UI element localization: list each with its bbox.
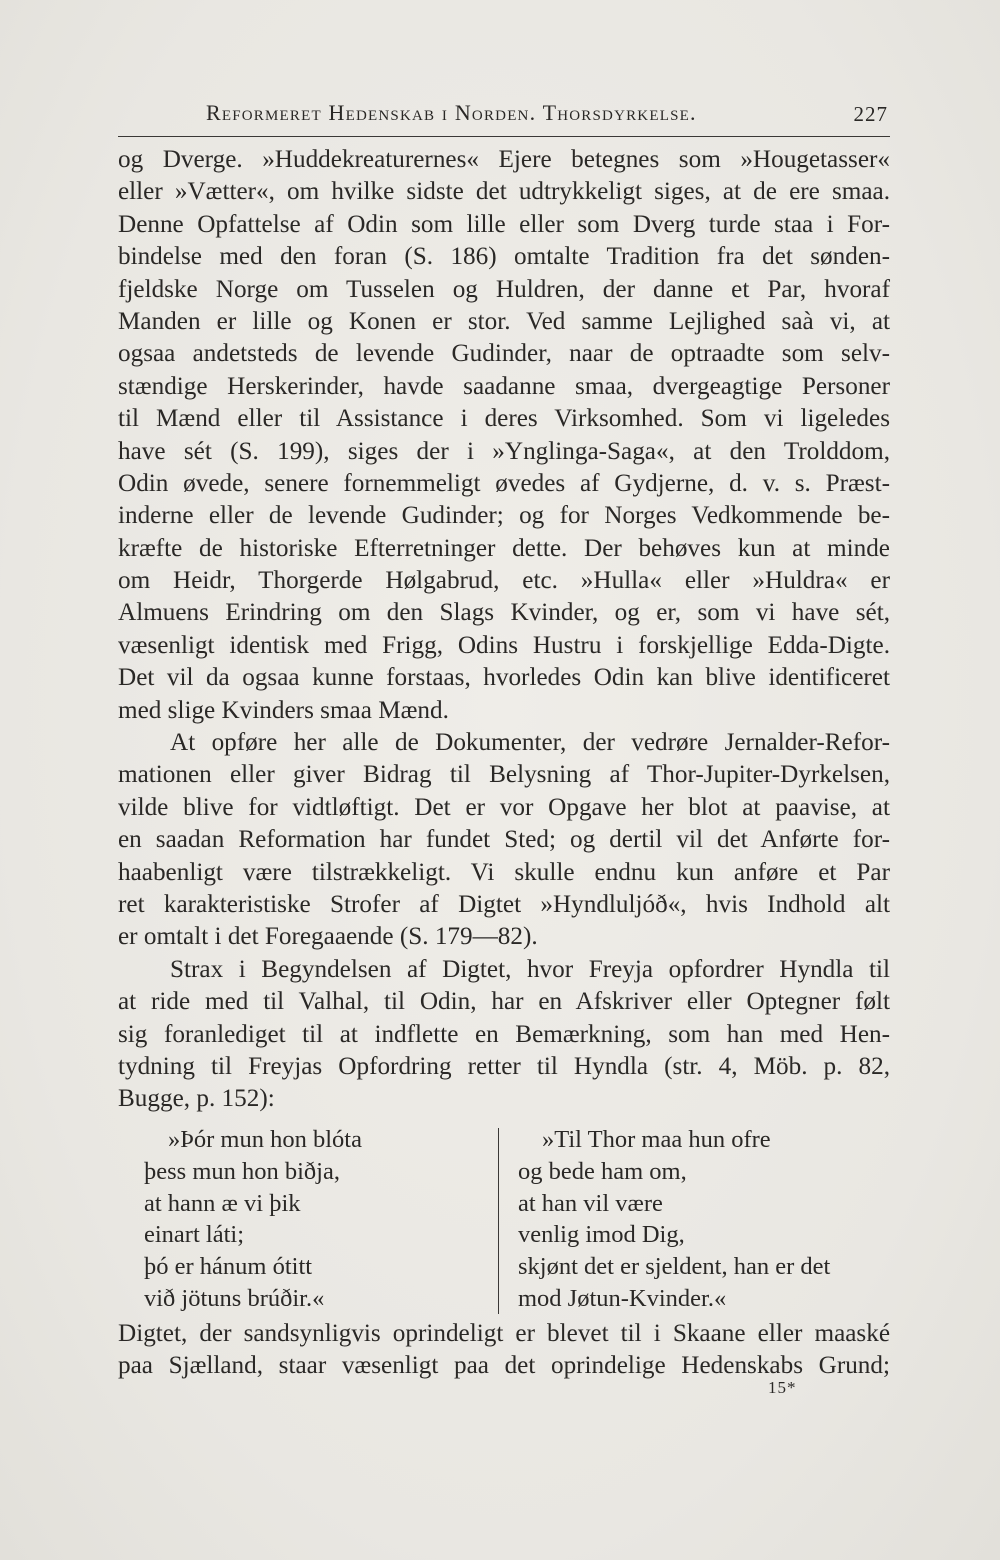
text-line: ogsaa andetsteds de levende Gudinder, naar de optraadte som selv- (118, 340, 890, 368)
signature-mark: 15* (768, 1378, 797, 1397)
text-line: tydning til Freyjas Opfordring retter til Hyndla (str. 4, Möb. p. 82, (118, 1052, 890, 1080)
text-line: Denne Opfattelse af Odin som lille eller som Dverg turde staa i For- (118, 210, 890, 238)
text-line: have sét (S. 199), siges der i »Ynglinga-Saga«, at den Trolddom, (118, 437, 890, 465)
verse-line: þess mun hon biðja, (144, 1157, 340, 1185)
text-line: Bugge, p. 152): (118, 1085, 275, 1113)
text-line: haabenligt være tilstrækkeligt. Vi skulle endnu kun anføre et Par (118, 858, 890, 886)
verse-line: þó er hánum ótitt (144, 1253, 313, 1281)
body-text (118, 144, 890, 1116)
text-line: ret karakteristiske Strofer af Digtet »Hyndluljóð«, hvis Indhold alt (118, 890, 890, 918)
verse-line: venlig imod Dig, (518, 1221, 685, 1249)
verse-line: at han vil være (518, 1189, 663, 1217)
verse-line: við jötuns brúðir.« (144, 1284, 325, 1312)
paragraph-start-line: At opføre her alle de Dokumenter, der vedrøre Jernalder-Refor- (170, 729, 890, 757)
text-line: stændige Herskerinder, havde saadanne smaa, dvergeagtige Personer (118, 372, 890, 400)
text-line: inderne eller de levende Gudinder; og for Norges Vedkommende be- (118, 502, 890, 530)
text-line: en saadan Reformation har fundet Sted; og dertil vil det Anførte for- (118, 826, 890, 854)
closing-text (118, 1318, 890, 1383)
verse-line: mod Jøtun-Kvinder.« (518, 1284, 727, 1312)
text-line: vilde blive for vidtløftigt. Det er vor Opgave her blot at paavise, at (118, 793, 890, 821)
verse-line: og bede ham om, (518, 1157, 687, 1185)
verse-line: »Til Thor maa hun ofre (542, 1126, 771, 1153)
text-line: om Heidr, Thorgerde Hølgabrud, etc. »Hulla« eller »Huldra« er (118, 567, 890, 595)
text-line: Det vil da ogsaa kunne forstaas, hvorledes Odin kan blive identificeret (118, 664, 890, 692)
page-header (118, 96, 890, 137)
text-line: Digtet, der sandsynligvis oprindeligt er blevet til i Skaane eller maaské (118, 1320, 890, 1347)
verse-line: at hann æ vi þik (144, 1189, 301, 1217)
text-line: og Dverge. »Huddekreaturernes« Ejere betegnes som »Hougetasser« (118, 146, 890, 173)
paragraph-start-line: Strax i Begyndelsen af Digtet, hvor Freyja opfordrer Hyndla til (170, 955, 890, 983)
text-line: med slige Kvinders smaa Mænd. (118, 696, 449, 724)
text-line: fjeldske Norge om Tusselen og Huldren, der danne et Par, hvoraf (118, 275, 890, 303)
verse-original (144, 1124, 494, 1315)
text-line: sig foranlediget til at indflette en Bemærkning, som han med Hen- (118, 1020, 890, 1048)
text-line: bindelse med den foran (S. 186) omtalte Tradition fra det sønden- (118, 243, 890, 271)
text-line: Odin øvede, senere fornemmeligt øvedes af Gydjerne, d. v. s. Præst- (118, 469, 890, 497)
text-line: Almuens Erindring om den Slags Kvinder, og er, som vi have sét, (118, 599, 890, 627)
verse-block (118, 1124, 890, 1314)
verse-line: einart láti; (144, 1221, 244, 1249)
text-line: væsenligt identisk med Frigg, Odins Hustru i forskjellige Edda-Digte. (118, 631, 890, 659)
text-line: til Mænd eller til Assistance i deres Virksomhed. Som vi ligeledes (118, 405, 890, 433)
text-line: eller »Vætter«, om hvilke sidste det udtrykkeligt siges, at de ere smaa. (118, 178, 890, 206)
text-line: kræfte de historiske Efterretninger dette. Der behøves kun at minde (118, 534, 890, 562)
verse-translation (518, 1124, 890, 1315)
verse-line: skjønt det er sjeldent, han er det (518, 1253, 831, 1281)
text-line: at ride med til Valhal, til Odin, har en Afskriver eller Optegner følt (118, 988, 890, 1016)
column-divider (498, 1128, 499, 1314)
text-line: Manden er lille og Konen er stor. Ved samme Lejlighed saà vi, at (118, 307, 890, 335)
running-head: Reformeret Hedenskab i Norden. Thorsdyrkelse. (206, 100, 697, 125)
page-number: 227 (853, 102, 888, 126)
text-line: paa Sjælland, staar væsenligt paa det oprindelige Hedenskabs Grund; (118, 1352, 890, 1380)
text-line: er omtalt i det Foregaaende (S. 179—82). (118, 923, 538, 951)
verse-line: »Þór mun hon blóta (168, 1126, 362, 1153)
text-line: mationen eller giver Bidrag til Belysning af Thor-Jupiter-Dyrkelsen, (118, 761, 890, 789)
